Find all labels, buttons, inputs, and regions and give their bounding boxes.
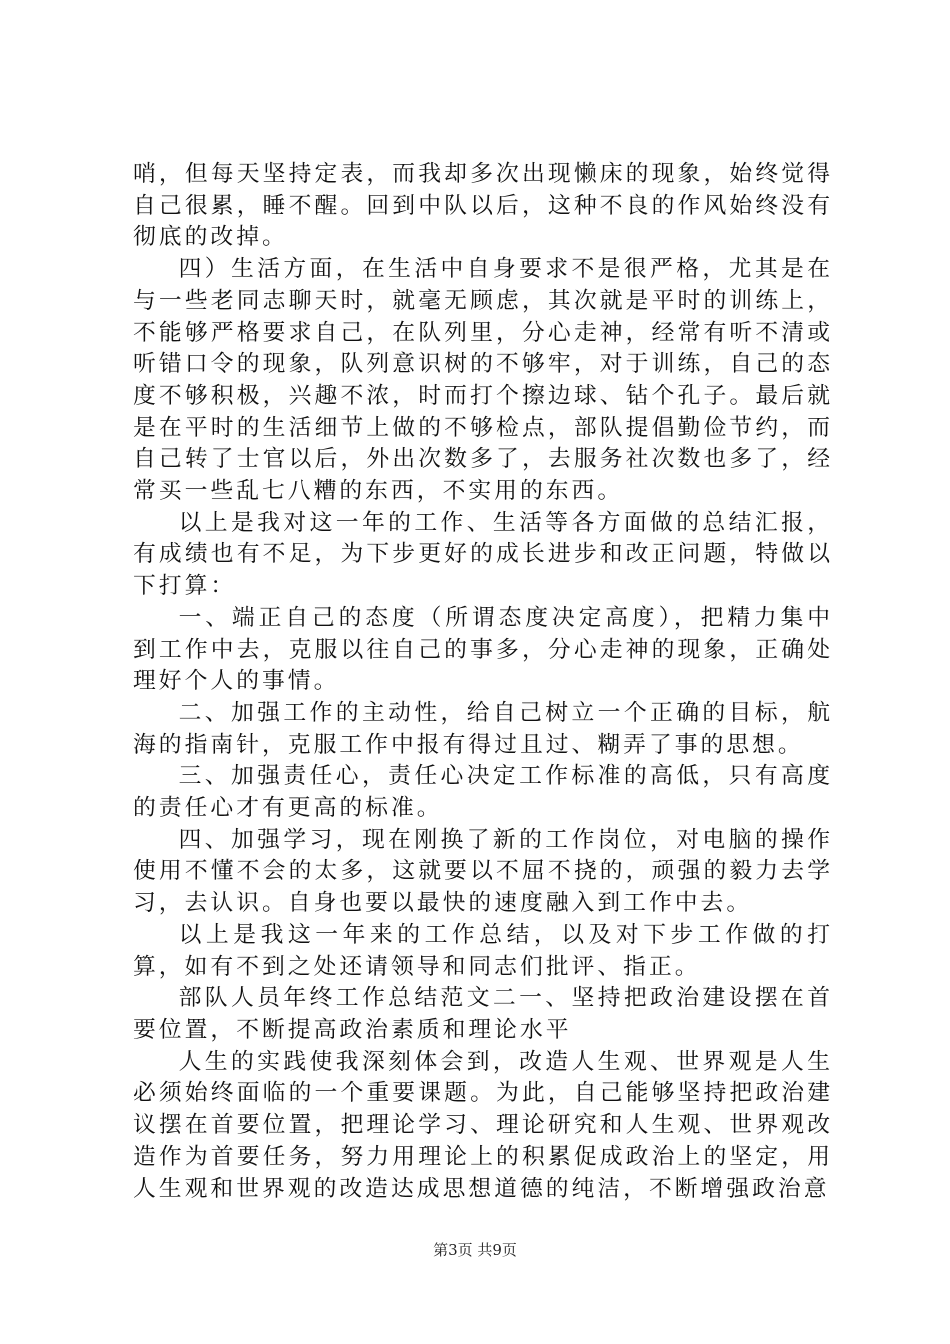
paragraph: 四、加强学习，现在刚换了新的工作岗位，对电脑的操作使用不懂不会的太多，这就要以不屈不挠的，顽强的毅力去学习，去认识。自身也要以最快的速度融入到工作中去。 (133, 826, 833, 917)
paragraph: 以上是我对这一年的工作、生活等各方面做的总结汇报，有成绩也有不足，为下步更好的成长进步和改正问题，特做以下打算： (133, 509, 833, 600)
paragraph: 四）生活方面，在生活中自身要求不是很严格，尤其是在与一些老同志聊天时，就毫无顾虑，其次就是平时的训练上，不能够严格要求自己，在队列里，分心走神，经常有听不清或听错口令的现象，队列意识树的不够牢，对于训练，自己的态度不够积极，兴趣不浓，时而打个擦边球、钻个孔子。最后就是在平时的生活细节上做的不够检点，部队提倡勤俭节约，而自己转了士官以后，外出次数多了，去服务社次数也多了，经常买一些乱七八糟的东西，不实用的东西。 (133, 256, 833, 505)
paragraph: 人生的实践使我深刻体会到，改造人生观、世界观是人生必须始终面临的一个重要课题。为此，自己能够坚持把政治建议摆在首要位置，把理论学习、理论研究和人生观、世界观改造作为首要任务，努力用理论上的积累促成政治上的坚定，用人生观和世界观的改造达成思想道德的纯洁，不断增强政治意 (133, 1048, 833, 1202)
paragraph: 二、加强工作的主动性，给自己树立一个正确的目标，航海的指南针，克服工作中报有得过且过、糊弄了事的思想。 (133, 699, 833, 758)
paragraph: 以上是我这一年来的工作总结，以及对下步工作做的打算，如有不到之处还请领导和同志们批评、指正。 (133, 921, 833, 980)
paragraph: 三、加强责任心，责任心决定工作标准的高低，只有高度的责任心才有更高的标准。 (133, 763, 833, 822)
page-number-footer: 第3页 共9页 (433, 1241, 517, 1259)
paragraph: 部队人员年终工作总结范文二一、坚持把政治建设摆在首要位置，不断提高政治素质和理论水平 (133, 985, 833, 1043)
paragraph: 哨，但每天坚持定表，而我却多次出现懒床的现象，始终觉得自己很累，睡不醒。回到中队以后，这种不良的作风始终没有彻底的改掉。 (133, 161, 833, 251)
document-body (133, 159, 833, 1205)
paragraph: 一、端正自己的态度（所谓态度决定高度），把精力集中到工作中去，克服以往自己的事多，分心走神的现象，正确处理好个人的事情。 (133, 604, 833, 695)
